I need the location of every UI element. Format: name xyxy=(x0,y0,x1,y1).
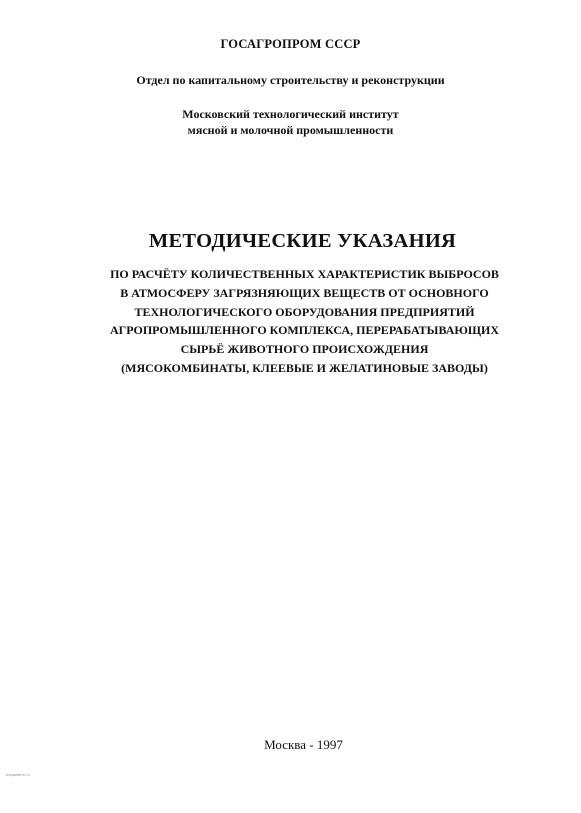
department-name: Отдел по капитальному строительству и реконструкции xyxy=(136,73,445,87)
subtitle-line: (МЯСОКОМБИНАТЫ, КЛЕЕВЫЕ И ЖЕЛАТИНОВЫЕ ЗАВОДЫ) xyxy=(121,360,488,375)
subtitle-line: В АТМОСФЕРУ ЗАГРЯЗНЯЮЩИХ ВЕЩЕСТВ ОТ ОСНОВНОГО xyxy=(120,285,489,300)
institute-name-line-2: мясной и молочной промышленности xyxy=(187,123,394,137)
organization-name: ГОСАГРОПРОМ СССР xyxy=(220,37,361,51)
subtitle-line: ТЕХНОЛОГИЧЕСКОГО ОБОРУДОВАНИЯ ПРЕДПРИЯТИЙ xyxy=(134,304,475,319)
place-and-year: Москва - 1997 xyxy=(264,737,343,752)
document-subtitle xyxy=(14,265,581,378)
watermark-text: meganorm.ru xyxy=(6,773,30,777)
subtitle-line: АГРОПРОМЫШЛЕННОГО КОМПЛЕКСА, ПЕРЕРАБАТЫВАЮЩИХ xyxy=(109,323,500,338)
institute-name-line-1: Московский технологический институт xyxy=(182,107,399,121)
subtitle-line: ПО РАСЧЁТУ КОЛИЧЕСТВЕННЫХ ХАРАКТЕРИСТИК ВЫБРОСОВ xyxy=(110,267,499,281)
document-title: МЕТОДИЧЕСКИЕ УКАЗАНИЯ xyxy=(148,230,457,252)
subtitle-line: СЫРЬЁ ЖИВОТНОГО ПРОИСХОЖДЕНИЯ xyxy=(180,342,429,357)
